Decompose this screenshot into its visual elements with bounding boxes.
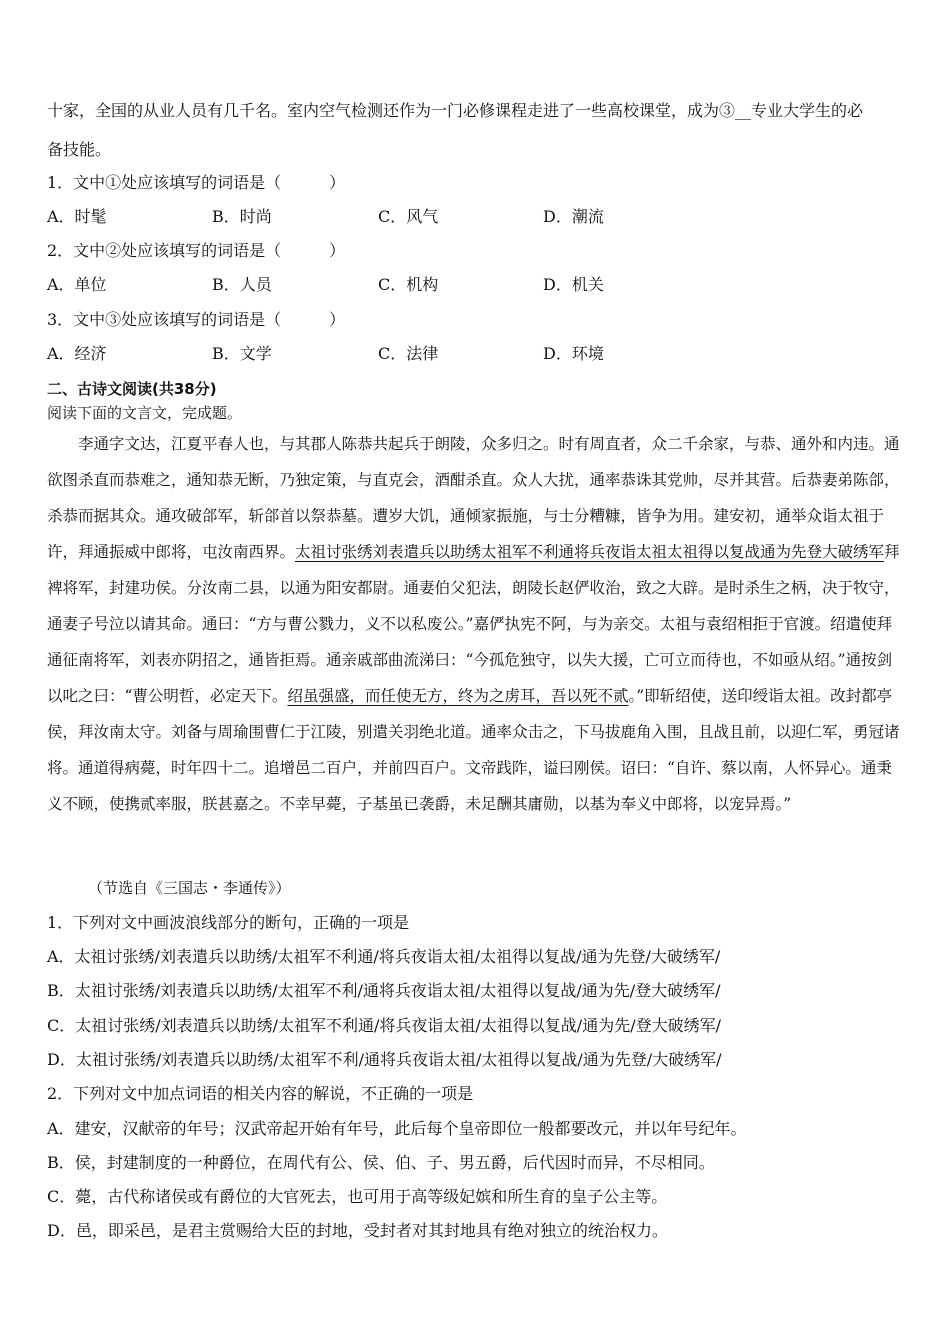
passage-source: （节选自《三国志・李通传》） <box>88 879 291 897</box>
underlined-sentence: 绍虽强盛，而任使无方，终为之虏耳，吾以死不贰 <box>287 687 629 705</box>
intro-line-1: 十家，全国的从业人员有几千名。室内空气检测还作为一门必修课程走进了一些高校课堂，成为③__专业大学生的必 <box>47 101 864 120</box>
option-c: C．薨，古代称诸侯或有爵位的大官死去，也可用于高等级妃嫔和所生育的皇子公主等。 <box>47 1187 668 1206</box>
option-d: D．潮流 <box>543 207 604 226</box>
option-d: D．太祖讨张绣/刘表遣兵以助绣/太祖军不利/通将兵夜诣太祖/太祖得以复战/通为先登/大破绣军/ <box>47 1050 722 1069</box>
section-heading: 二、古诗文阅读(共38分) <box>47 380 217 398</box>
option-a: A．太祖讨张绣/刘表遣兵以助绣/太祖军不利通/将兵夜诣太祖/太祖得以复战/通为先登/大破绣军/ <box>47 947 721 966</box>
question-stem: 2．下列对文中加点词语的相关内容的解说，不正确的一项是 <box>47 1084 474 1103</box>
wavy-underlined-passage: 太祖讨张绣刘表遣兵以助绣太祖军不利通将兵夜诣太祖太祖得以复战通为先登大破绣军 <box>295 543 885 561</box>
option-b: B．时尚 <box>212 207 272 226</box>
question-stem: 1．文中①处应该填写的词语是（ ） <box>47 173 346 192</box>
option-a: A．时髦 <box>47 207 107 226</box>
option-b: B．文学 <box>212 344 272 363</box>
option-d: D．邑，即采邑，是君主赏赐给大臣的封地，受封者对其封地具有绝对独立的统治权力。 <box>47 1221 668 1240</box>
option-a: A．经济 <box>47 344 107 363</box>
option-d: D．机关 <box>543 275 604 294</box>
classical-passage <box>47 426 907 822</box>
question-stem: 2．文中②处应该填写的词语是（ ） <box>47 241 346 260</box>
option-c: C．机构 <box>378 275 439 294</box>
option-c: C．法律 <box>378 344 439 363</box>
option-d: D．环境 <box>543 344 604 363</box>
option-b: B．人员 <box>212 275 272 294</box>
question-stem: 1．下列对文中画波浪线部分的断句，正确的一项是 <box>47 913 410 932</box>
passage-text: 拜裨将军，封建功侯。分汝南二县，以通为阳安都尉。通妻伯父犯法，朗陵长赵俨收治，致之大辟。是时杀生之柄，决于牧守，通妻子号泣以请其命。通曰：“方与曹公戮力，义不以私废公。”嘉俨执宪不阿，与为亲交。太祖与袁绍相拒于官渡。绍遣使拜通征南将军，刘表亦阴招之，通皆拒焉。通亲戚部曲流涕曰：“今孤危独守，以失大援，亡可立而待也，不如亟从绍。”通按剑以叱之曰：“曹公明哲，必定天下。 <box>47 543 900 705</box>
option-b: B．侯，封建制度的一种爵位，在周代有公、侯、伯、子、男五爵，后代因时而异，不尽相同。 <box>47 1153 715 1172</box>
option-b: B．太祖讨张绣/刘表遣兵以助绣/太祖军不利/通将兵夜诣太祖/太祖得以复战/通为先/登大破绣军/ <box>47 981 721 1000</box>
option-c: C．风气 <box>378 207 439 226</box>
question-stem: 3．文中③处应该填写的词语是（ ） <box>47 310 346 329</box>
option-a: A．单位 <box>47 275 107 294</box>
option-a: A．建安，汉献帝的年号；汉武帝起开始有年号，此后每个皇帝即位一般都要改元，并以年号纪年。 <box>47 1119 747 1138</box>
section-instruction: 阅读下面的文言文，完成题。 <box>47 404 243 422</box>
option-c: C．太祖讨张绣/刘表遣兵以助绣/太祖军不利通/将兵夜诣太祖/太祖得以复战/通为先/登大破绣军/ <box>47 1016 721 1035</box>
passage-text: 李通字文达，江夏平春人也，与其郡人陈恭共起兵于朗陵，众多归之。时有周直者，众二千余家，与恭、通外和内违。通欲图杀直而恭难之，通知恭无断，乃独定策，与直克会，酒酣杀直。众人大扰，通率恭诛其党帅，尽并其营。后恭妻弟陈郃，杀恭而据其众。通攻破郃军，斩郃首以祭恭墓。遭岁大饥，通倾家振施，与士分糟糠，皆争为用。建安初，通举众诣太祖于许，拜通振威中郎将，屯汝南西界。 <box>47 435 900 561</box>
intro-line-2: 备技能。 <box>47 140 112 159</box>
passage-text: 。”即斩绍使，送印绶诣太祖。改封都亭侯，拜汝南太守。刘备与周瑜围曹仁于江陵，别遣关羽绝北道。通率众击之，下马拔鹿角入围，且战且前，以迎仁军，勇冠诸将。通道得病薨，时年四十二。追增邑二百户，并前四百户。文帝践阼，谥曰刚侯。诏曰：“自许、蔡以南，人怀异心。通秉义不顾，使携贰率服，朕甚嘉之。不幸早薨，子基虽已袭爵，未足酬其庸勋，以基为奉义中郎将，以宠异焉。” <box>47 687 900 813</box>
